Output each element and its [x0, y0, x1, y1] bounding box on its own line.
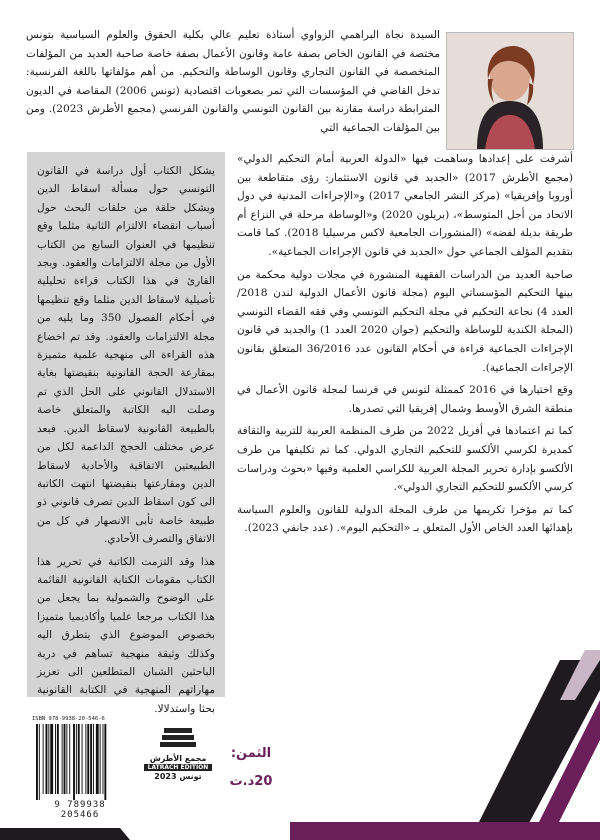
price-value: 20د.ت	[229, 774, 273, 789]
author-bio-continued	[237, 150, 573, 680]
stripe-dark	[470, 660, 600, 840]
bottom-band-dark	[0, 828, 130, 840]
barcode-bar	[57, 724, 59, 794]
price-label: الثمن:	[230, 746, 272, 761]
summary-paragraph: يشكل الكتاب أول دراسة في القانون التونسي حول مسألة اسقاط الدين ويشكل حلقة من حلقات البحث حول أسباب انقضاء الالتزام الثانية مثلما وقع تنظيمها في العنوان السابع من الكتاب الأول من مجلة الالتزامات والعقود. وبجد القارئ في هذا الكتاب قراءة تحليلية تأصيلية لاسقاط الدين مثلما وقع تنظيمها في أحكام الفصول 350 وما يليه من مجلة الالتزامات والعقود. وقد تم اخضاع هذه القراءة الى منهجية علمية متميزة بمقارعة الحجة القانونية بنقيضتها بغاية الاستدلال القانوني على الحل الذي تم وصلت اليه الكاتبة والمتعلق خاصة بالطبيعة القانونية لاسقاط الدين. فبعد عرض مختلف الحجج الداعمة لكل من الطبيعتين الاتفاقية والأحادية لاسقاط الدين ومقارعتها بنقيضتها انتهت الكاتبة الى كون اسقاط الدين تصرف قانوني ذو طبيعة خاصة تأبى الانصهار في كل من الاتفاق والتصرف الأحادي.	[37, 165, 215, 546]
book-stack-icon	[158, 724, 198, 750]
barcode-bar	[69, 724, 70, 794]
barcode-bar	[46, 724, 48, 794]
barcode-bar	[103, 724, 104, 794]
barcode-bar	[73, 724, 75, 800]
barcode-bar	[76, 724, 77, 794]
isbn-text: ISBN 978-9938-20-546-6	[32, 716, 105, 722]
barcode-bar	[104, 724, 106, 800]
barcode-bar	[93, 724, 94, 794]
isbn-barcode-block	[32, 716, 220, 822]
barcode-bar	[36, 724, 38, 800]
bio-paragraph: صاحبة العديد من الدراسات الفقهية المنشورة في مجلات دولية محكمة من بينها التحكيم المؤسساتي اليوم (مجلة قانون الأعمال الدولية لندن 2018/ العدد 4) نجاعة التحكيم في مجلة التحكيم التونسي وفي فقه القضاء التونسي (المجلة الكندية للوساطة والتحكيم (جوان 2020 العدد 1) والجديد في قانون الإجراءات الجماعية قراءة في أحكام القانون عدد 36/2016 المتعلق بقانون الإجراءات الجماعية).	[237, 268, 574, 374]
barcode-icon	[32, 724, 128, 800]
book-summary-text	[37, 162, 215, 718]
bio-paragraph: أشرفت على إعدادها وساهمت فيها «الدولة العربية أمام التحكيم الدولي» (مجمع الأطرش 2017) «الجديد في قانون الاستثمار: رؤى متقاطعة بين أوروبا وإفريقيا» (مركز النشر الجامعي 2017) و«الإجراءات المدنية في دول الاتحاد من أجل المتوسط»، (بريلون 2020) و«الوساطة مرحلة في النزاع أم طريقة بديلة لفضه» (المنشورات الجامعية لاكس مرسيليا 2018). كما قامت بتقديم المؤلف الجماعي حول «الجديد في قانون الإجراءات الجماعية».	[237, 153, 574, 258]
publisher-name-arabic: مجمع الأطرش	[149, 754, 207, 763]
barcode-bar	[82, 724, 83, 794]
barcode-bar	[85, 724, 86, 794]
barcode-bar	[64, 724, 66, 794]
bio-paragraph: كما تم اعتمادها في أفريل 2022 من طرف المنظمة العربية للتربية والثقافة كمديرة لكرسي الألكسو للتحكيم التجاري الدولي. كما تم تكليفها من طرف الألكسو بإدارة تحرير المجلة العربية للكراسي العلمية وفيها «بحوث ودراسات كرسي الألكسو للتحكيم التجاري الدولي».	[237, 425, 573, 494]
publisher-name-english: LATRACH EDITION	[144, 764, 212, 771]
barcode-bar	[66, 724, 67, 794]
summary-paragraph: هذا وقد التزمت الكاتبة في تحرير هذا الكتاب مقومات الكتابة القانونية القائمة على الوضوح والشمولية بما يجعل من هذا الكتاب مرجعا علميا وأكاديميا متميزا بخصوص الموضوع الذي يتطرق اليه وكذلك وثيقة منهجية تساهم في دربة الباحثين الشبان المتطلعين الى تعزيز مهاراتهم المنهجية في الكتابة القانونية بحثا واستدلالا.	[37, 555, 215, 715]
author-bio-intro: السيدة نجاة البراهمي الزواوي أستاذة تعليم عالي بكلية الحقوق والعلوم السياسية بتونس مختصة في القانون الخاص بصفة عامة وقانون الأعمال بصفة خاصة صاحبة العديد من المؤلفات المتخصصة في القانون التجاري وقانون الوساطة والتحكيم. من أهم مؤلفاتها باللغة الفرنسية: تدخل القاضي في المؤسسات التي تمر بصعوبات اقتصادية (تونس 2006) المقاصة في الديون المترابطة دراسة مقارنة بين القانون التونسي والقانون الفرنسي (مجمع الأطرش 2023). ومن بين المؤلفات الجماعية التي	[26, 29, 441, 134]
barcode-bar	[96, 724, 99, 794]
publisher-logo	[136, 724, 220, 804]
barcode-bar	[48, 724, 49, 794]
bottom-band	[290, 822, 600, 840]
barcode-bar	[90, 724, 92, 794]
stripe-accent	[530, 700, 600, 840]
bio-paragraph: كما تم مؤخرا تكريمها من طرف المجلة الدولية للقانون والعلوم السياسة بإهدائها العدد الخاص الأول المتعلق بـ «التحكيم اليوم». (عدد جانفي 2023).	[237, 503, 573, 535]
barcode-bar	[100, 724, 101, 794]
book-summary-box	[27, 152, 225, 715]
barcode-bar	[39, 724, 40, 800]
barcode-bar	[43, 724, 44, 794]
barcode-bar	[62, 724, 63, 794]
bio-paragraph: وقع اختيارها في 2016 كممثلة لتونس في فرنسا لمجلة قانون الأعمال في منطقة الشرق الأوسط وشمال إفريقيا التي تصدرها.	[237, 384, 573, 415]
author-photo	[446, 32, 574, 150]
barcode-bar	[78, 724, 80, 794]
barcode-bar	[50, 724, 53, 794]
barcode-bar	[55, 724, 56, 794]
barcode-bar	[87, 724, 89, 794]
publisher-city-year: تونس 2023	[154, 772, 202, 781]
isbn-number: 9 789938 205466	[54, 800, 106, 820]
